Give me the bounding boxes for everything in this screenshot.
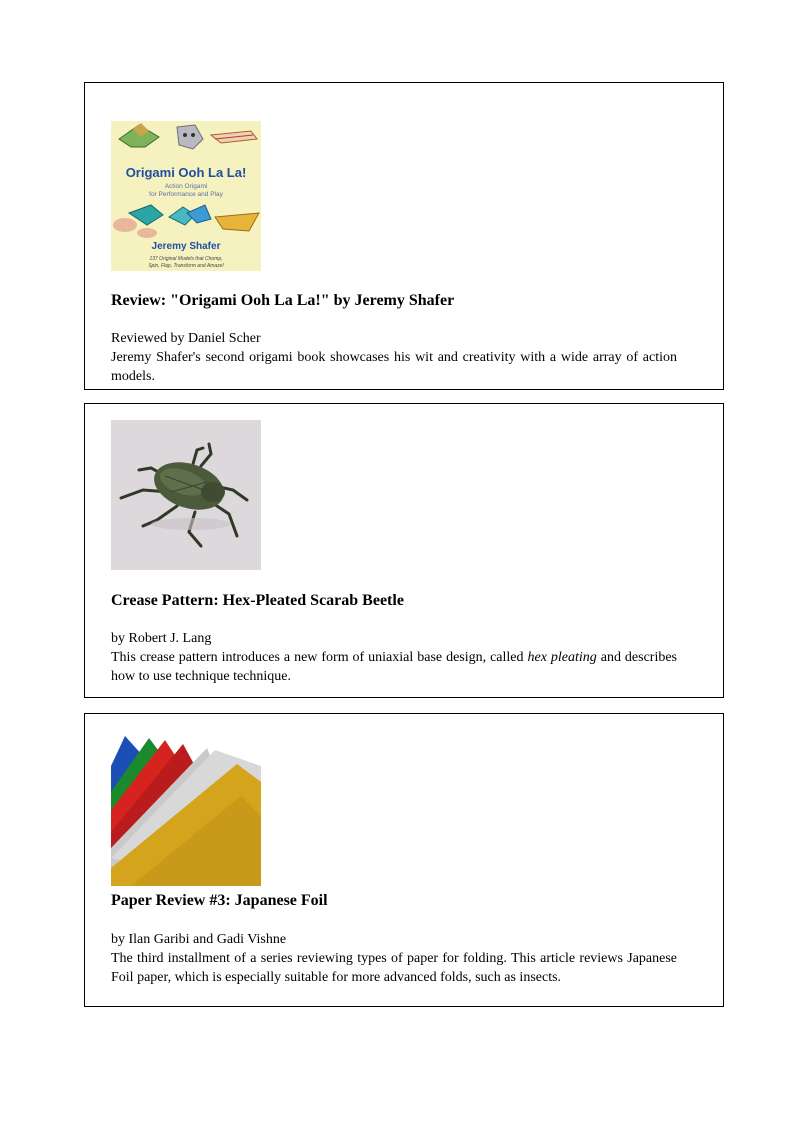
article-description: The third installment of a series reviewing types of paper for folding. This article reviews Japanese Foil paper, which is especially suitable for more advanced folds, such as insects. (111, 951, 677, 985)
cover-blurb-1: 137 Original Models that Chomp, (149, 256, 223, 262)
article-title[interactable]: Paper Review #3: Japanese Foil (111, 892, 328, 909)
article-description: Jeremy Shafer's second origami book showcases his wit and creativity with a wide array of action models. (111, 350, 677, 384)
article-card-origami-ooh-la-la[interactable] (84, 82, 724, 390)
description-text: This crease pattern introduces a new form of uniaxial base design, called (111, 650, 528, 665)
cover-title: Origami Ooh La La! (125, 165, 247, 180)
book-cover-illustration (111, 121, 261, 271)
article-description (111, 648, 677, 686)
foil-paper-photo[interactable] (111, 736, 261, 886)
description-emphasis: hex pleating (527, 650, 597, 665)
article-card-scarab-beetle[interactable] (84, 403, 724, 698)
beetle-photo[interactable] (111, 420, 261, 570)
article-byline: by Ilan Garibi and Gadi Vishne (111, 932, 287, 947)
cover-subtitle-1: Action Origami (164, 183, 208, 190)
article-title[interactable]: Review: "Origami Ooh La La!" by Jeremy Shafer (111, 292, 455, 309)
origami-beetle-illustration (111, 420, 261, 570)
article-byline: Reviewed by Daniel Scher (111, 331, 261, 346)
cover-author: Jeremy Shafer (151, 241, 221, 252)
article-card-japanese-foil[interactable] (84, 713, 724, 1007)
article-title[interactable]: Crease Pattern: Hex-Pleated Scarab Beetle (111, 592, 404, 609)
cover-blurb-2: Spin, Flap, Transform and Amaze! (148, 263, 224, 269)
book-cover-image[interactable] (111, 121, 261, 271)
description-text: and describes how to use technique technique. (111, 650, 677, 684)
cover-subtitle-2: for Performance and Play (149, 191, 223, 198)
foil-sheets-illustration (111, 736, 261, 886)
article-byline: by Robert J. Lang (111, 631, 212, 646)
